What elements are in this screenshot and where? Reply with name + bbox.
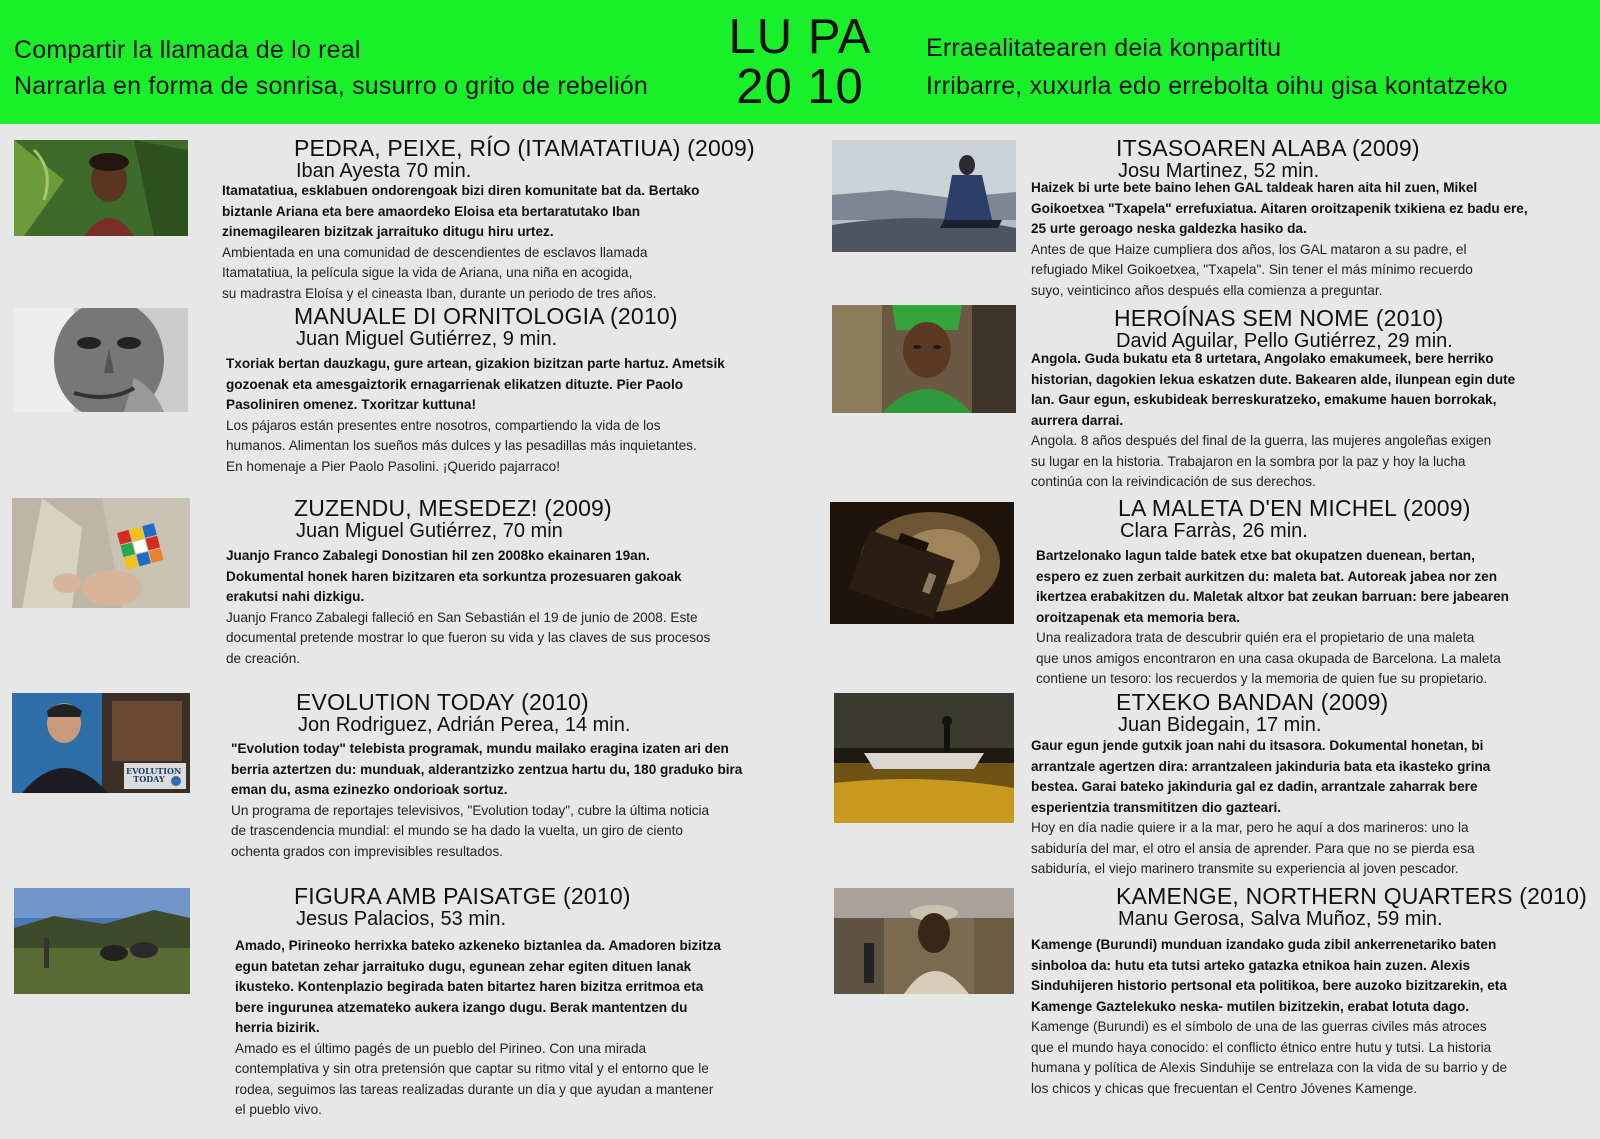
film-entry-itsasoaren-alaba — [1116, 136, 1420, 182]
film-title: EVOLUTION TODAY (2010) — [296, 689, 589, 715]
header-banner — [0, 0, 1600, 124]
film-entry-kamenge-northern-quarters — [1116, 884, 1587, 930]
logo-line-2: 20 10 — [736, 60, 864, 114]
synopsis-basque: Txoriak bertan dauzkagu, gure artean, gizakion bizitzan parte hartuz. Ametsik gozoenak eta amesgaiztorik ernagarrienak elikatzen dituzte. Pier Paolo Pasoliniren omenez. Txoritzar kuttuna! — [226, 356, 725, 412]
film-still-kamenge-northern-quarters — [834, 888, 1014, 994]
film-synopsis-etxeko-bandan — [1031, 736, 1490, 880]
film-entry-zuzendu-mesedez — [294, 496, 612, 542]
synopsis-basque: Amado, Pirineoko herrixka bateko azkeneko biztanlea da. Amadoren bizitza egun batetan zehar jarraituko dugu, egunean zehar egiten dituen lanak ikusteko. Kontenplazio begirada baten bitartez haren bizitza erritmoa eta bere ingurunea atzemateko aukera izango dugu. Berak mantentzen du herria bizirik. — [235, 938, 721, 1035]
film-entry-pedra-peixe-rio — [294, 136, 755, 182]
synopsis-spanish: Angola. 8 años después del final de la guerra, las mujeres angoleñas exigen su lugar en la historia. Trabajaron en la sombra por la paz y hoy la lucha continúa con la reivindicación de sus derechos. — [1031, 433, 1492, 489]
film-still-zuzendu-mesedez — [12, 498, 190, 608]
synopsis-spanish: Un programa de reportajes televisivos, "Evolution today", cubre la última noticia de trascendencia mundial: el mundo se ha dado la vuelta, un giro de ciento ochenta grados con imprevisibles resultados. — [231, 802, 710, 859]
synopsis-basque: Bartzelonako lagun talde batek etxe bat okupatzen duenean, bertan, espero ez zuen zerbait aurkitzen du: maleta bat. Autoreak jabea nor zen ikertzea erabakitzen du. Maletak altxor bat zeukan barruan: bere jabearen oroitzapenak eta memoria bera. — [1036, 548, 1509, 625]
synopsis-spanish: Hoy en día nadie quiere ir a la mar, pero he aquí a dos marineros: uno la sabiduría del mar, el otro el ansia de aprender. Para que no se pierda esa sabiduría, el viejo marinero transmite su experiencia al joven pescador. — [1031, 820, 1475, 876]
film-title: ETXEKO BANDAN (2009) — [1116, 689, 1389, 715]
film-synopsis-heroinas-sem-nome — [1031, 349, 1515, 493]
lupa-logo — [720, 12, 880, 112]
film-entry-manuale-di-ornitologia — [294, 304, 678, 350]
film-still-itsasoaren-alaba — [832, 140, 1016, 252]
synopsis-spanish: Ambientada en una comunidad de descendientes de esclavos llamada Itamatatiua, la película sigue la vida de Ariana, una niña en acogida, su madrastra Eloísa y el cineasta Iban, durante un periodo de tres años. — [222, 244, 657, 301]
film-credit: David Aguilar, Pello Gutiérrez, 29 min. — [1116, 330, 1453, 352]
film-still-pedra-peixe-rio — [14, 140, 188, 236]
film-still-la-maleta-den-michel — [830, 502, 1014, 624]
synopsis-spanish: Una realizadora trata de descubrir quién era el propietario de una maleta que unos amigos encontraron en una casa okupada de Barcelona. La maleta contiene un tesoro: los recuerdos y la memoria de quien fue su propietario. — [1036, 630, 1501, 686]
film-synopsis-manuale-di-ornitologia — [226, 354, 725, 477]
synopsis-basque: Itamatatiua, esklabuen ondorengoak bizi diren komunitate bat da. Bertako biztanle Ariana eta bere amaordeko Eloisa eta bertaratutako Iban zinemagilearen bizitzak jarraituko ditugu hiru urtez. — [222, 183, 700, 239]
film-credit: Clara Farràs, 26 min. — [1120, 520, 1308, 542]
film-still-heroinas-sem-nome — [832, 305, 1016, 413]
film-credit: Juan Miguel Gutiérrez, 9 min. — [296, 328, 558, 350]
film-still-manuale-di-ornitologia — [14, 308, 188, 412]
tagline-es-2: Narrarla en forma de sonrisa, susurro o grito de rebelión — [14, 72, 648, 100]
film-credit: Juan Miguel Gutiérrez, 70 min — [296, 520, 563, 542]
film-still-etxeko-bandan — [834, 693, 1014, 823]
synopsis-spanish: Antes de que Haize cumpliera dos años, los GAL mataron a su padre, el refugiado Mikel Goikoetxea, "Txapela". Sin tener el más mínimo recuerdo suyo, veinticinco años después ella comienza a preguntar. — [1031, 241, 1473, 298]
film-entry-etxeko-bandan — [1116, 690, 1388, 736]
tagline-eu-2: Irribarre, xuxurla edo errebolta oihu gisa kontatzeko — [926, 72, 1508, 100]
film-title: ITSASOAREN ALABA (2009) — [1116, 135, 1420, 161]
film-still-figura-amb-paisatge — [14, 888, 190, 994]
synopsis-basque: Kamenge (Burundi) munduan izandako guda zibil ankerrenetariko baten sinboloa da: hutu eta tutsi arteko gatazka etnikoa hain zuzen. Alexis Sinduhijeren historio pertsonal eta politikoa, bere auzoko bizitzarekin, eta Kamenge Gaztelekuko neska- mutilen bizitzekin, erabat lotuta dago. — [1031, 937, 1507, 1014]
film-synopsis-zuzendu-mesedez — [226, 546, 710, 669]
synopsis-basque: Angola. Guda bukatu eta 8 urtetara, Angolako emakumeek, bere herriko historian, dagokien lekua eskatzen dute. Bakearen alde, ilunpean egin dute lan. Gaur egun, eskubideak berreskuratzeko, emakume hauen borrokak, aurrera darrai. — [1031, 351, 1516, 428]
film-credit: Manu Gerosa, Salva Muñoz, 59 min. — [1118, 908, 1443, 930]
film-title: LA MALETA D'EN MICHEL (2009) — [1118, 495, 1471, 521]
film-credit: Juan Bidegain, 17 min. — [1118, 714, 1322, 736]
film-title: FIGURA AMB PAISATGE (2010) — [294, 883, 631, 909]
film-entry-la-maleta-den-michel — [1118, 496, 1471, 542]
tagline-es-1: Compartir la llamada de lo real — [14, 36, 361, 64]
film-entry-heroinas-sem-nome — [1114, 306, 1453, 352]
synopsis-basque: Gaur egun jende gutxik joan nahi du itsasora. Dokumental honetan, bi arrantzale agertzen dira: arrantzaleen jakinduria bata eta ikasteko grina bestea. Garai bateko jakinduria gal ez dadin, arrantzale zaharrak bere esperientzia transmititzen dio gazteari. — [1031, 738, 1491, 815]
synopsis-spanish: Juanjo Franco Zabalegi falleció en San Sebastián el 19 de junio de 2008. Este documental pretende mostrar lo que fueron su vida y las claves de sus procesos de creación. — [226, 609, 711, 666]
film-title: KAMENGE, NORTHERN QUARTERS (2010) — [1116, 883, 1587, 909]
logo-line-1: LU PA — [728, 10, 872, 64]
film-entry-evolution-today — [296, 690, 630, 736]
synopsis-basque: "Evolution today" telebista programak, mundu mailako eragina izaten ari den berria aztertzen du: munduak, alderantzizko zentzua hartu du, 180 graduko bira eman du, asma ezinezko ondorioak sortuz. — [231, 741, 743, 797]
film-synopsis-itsasoaren-alaba — [1031, 178, 1528, 301]
synopsis-spanish: Los pájaros están presentes entre nosotros, compartiendo la vida de los humanos. Alimentan los sueños más dulces y las pesadillas más inquietantes. En homenaje a Pier Paolo Pasolini. ¡Querido pajarraco! — [226, 417, 697, 474]
synopsis-basque: Juanjo Franco Zabalegi Donostian hil zen 2008ko ekainaren 19an. Dokumental honek haren bizitzaren eta sorkuntza prozesuaren gakoak erakutsi nahi dizkigu. — [226, 548, 682, 604]
film-still-evolution-today — [12, 693, 190, 793]
film-credit: Jesus Palacios, 53 min. — [296, 908, 507, 930]
film-title: HEROÍNAS SEM NOME (2010) — [1114, 305, 1444, 331]
film-credit: Jon Rodriguez, Adrián Perea, 14 min. — [298, 714, 631, 736]
film-title: MANUALE DI ORNITOLOGIA (2010) — [294, 303, 678, 329]
synopsis-spanish: Kamenge (Burundi) es el símbolo de una de las guerras civiles más atroces que el mundo haya conocido: el conflicto étnico entre hutu y tutsi. La historia humana y política de Alexis Sinduhije se entrelaza con la vida de su barrio y de los chicos y chicas que frecuentan el Centro Jóvenes Kamenge. — [1031, 1019, 1508, 1096]
film-title: ZUZENDU, MESEDEZ! (2009) — [294, 495, 612, 521]
film-credit: Josu Martinez, 52 min. — [1118, 160, 1320, 182]
film-entry-figura-amb-paisatge — [294, 884, 631, 930]
film-credit: Iban Ayesta 70 min. — [296, 160, 472, 182]
film-title: PEDRA, PEIXE, RÍO (ITAMATATIUA) (2009) — [294, 135, 755, 161]
film-synopsis-la-maleta-den-michel — [1036, 546, 1509, 690]
film-synopsis-kamenge-northern-quarters — [1031, 935, 1507, 1099]
tagline-eu-1: Erraealitatearen deia konpartitu — [926, 34, 1282, 62]
film-synopsis-figura-amb-paisatge — [235, 936, 721, 1121]
film-synopsis-evolution-today — [231, 739, 742, 862]
synopsis-spanish: Amado es el último pagés de un pueblo del Pirineo. Con una mirada contemplativa y sin otra pretensión que captar su ritmo vital y el entorno que le rodea, seguimos las tareas realizadas durante un día y que ayudan a mantener el pueblo vivo. — [235, 1040, 714, 1117]
synopsis-basque: Haizek bi urte bete baino lehen GAL taldeak haren aita hil zuen, Mikel Goikoetxea "Txapela" errefuxiatua. Aitaren oroitzapenik txikiena ez badu ere, 25 urte geroago neska galdezka hasiko da. — [1031, 180, 1528, 236]
film-synopsis-pedra-peixe-rio — [222, 181, 699, 304]
evolution-today-badge: EVOLUTION TODAY — [126, 766, 182, 784]
